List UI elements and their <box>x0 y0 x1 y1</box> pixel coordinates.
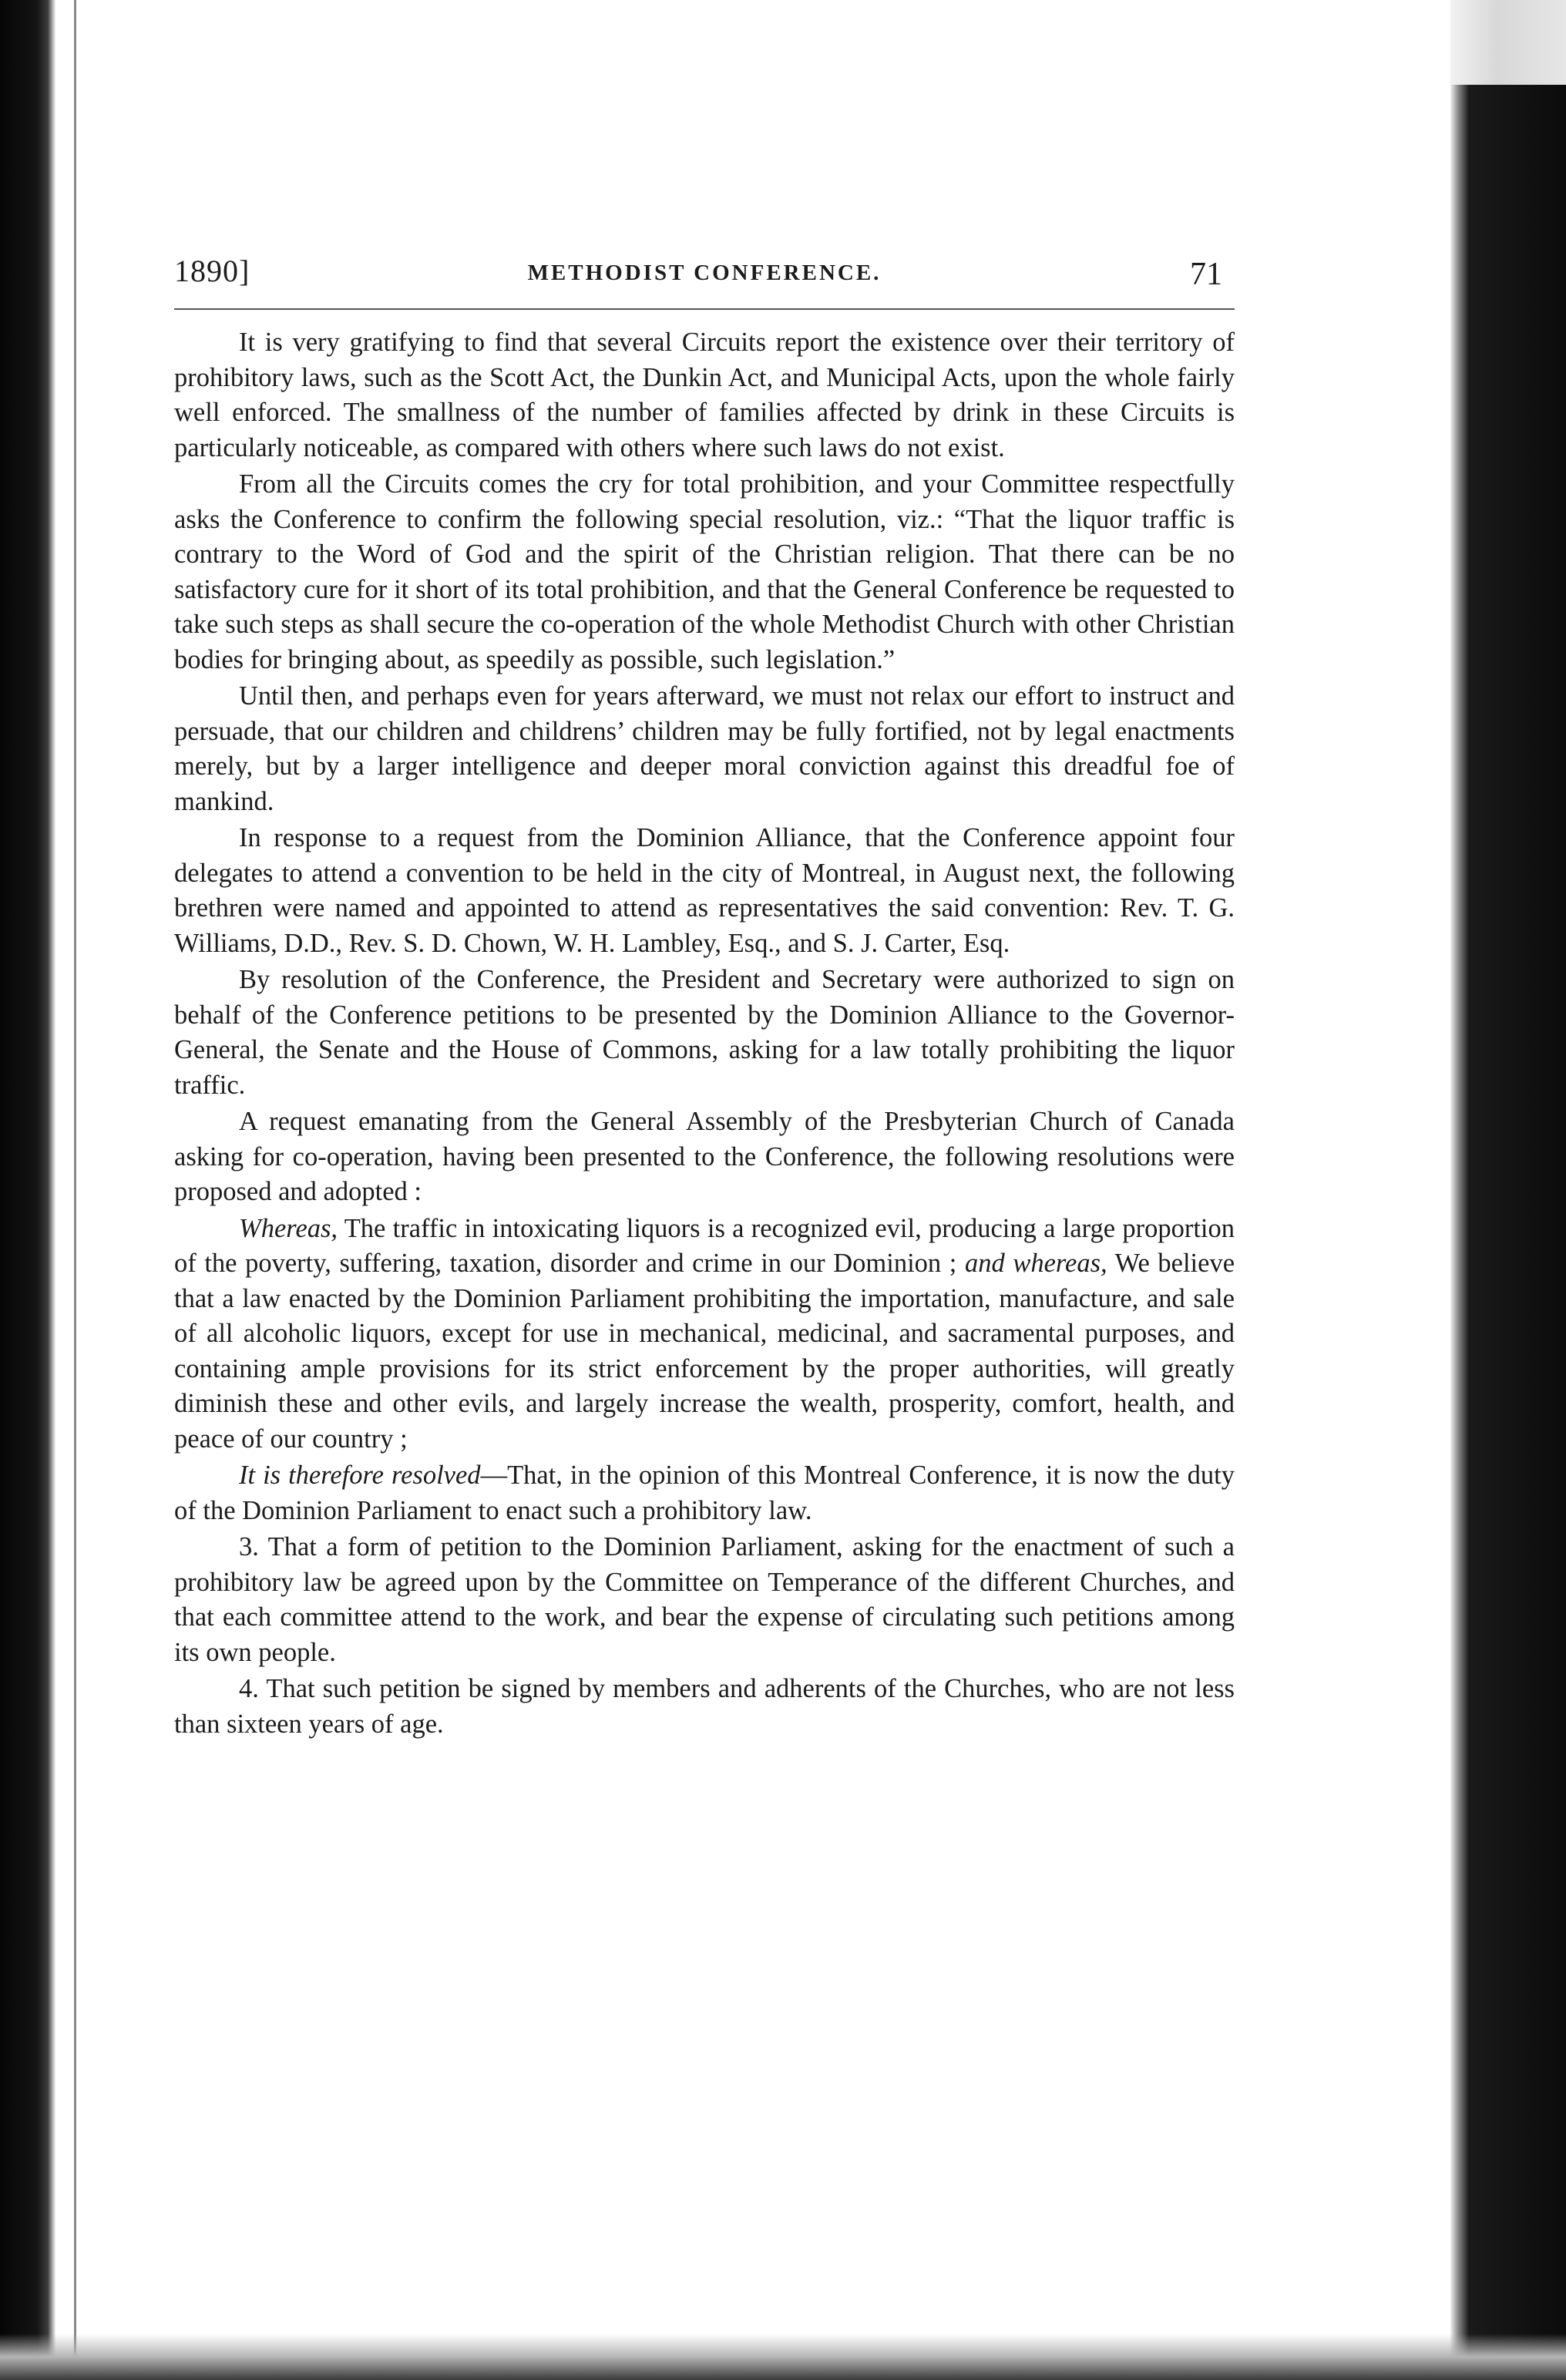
header-year: 1890] <box>174 254 250 288</box>
running-title: METHODIST CONFERENCE. <box>527 261 882 285</box>
paragraph-petitions: By resolution of the Conference, the President and Secretary were authorized to sign on behalf of the Conference petitions to be presented by the Dominion Alliance to the Governor-General, the Senate and the House of Commons, asking for a law totally prohibiting the liquor traffic. <box>174 965 1235 1100</box>
paragraph-total-prohibition: From all the Circuits comes the cry for total prohibition, and your Committee respectfully asks the Conference to confirm the following special resolution, viz.: “That the liquor traffic is contrary to the Word of God and the spirit of the Christian religion. That there can be no satisfactory cure for it short of its total prohibition, and that the General Conference be requested to take such steps as shall secure the co-operation of the whole Methodist Church with other Christian bodies for bringing about, as speedily as possible, such legislation.” <box>174 469 1235 674</box>
paragraph-presbyterian-request: A request emanating from the General Assembly of the Presbyterian Church of Canada asking for co-operation, having been presented to the Conference, the following resolutions were proposed and adopted : <box>174 1107 1235 1206</box>
resolution-4: 4. That such petition be signed by members and adherents of the Churches, who are not less than sixteen years of age. <box>174 1674 1235 1739</box>
whereas-part-1: The traffic in intoxicating liquors is a recognized evil, producing a large proportion of the poverty, suffering, taxation, disorder and crime in our Dominion ; <box>174 1213 1235 1278</box>
paragraph-resolved <box>174 1458 1235 1528</box>
resolution-3: 3. That a form of petition to the Dominion Parliament, asking for the enactment of such a prohibitory law be agreed upon by the Committee on Temperance of the different Churches, and that each committee attend to the work, and bear the expense of circulating such petitions among its own people. <box>174 1532 1235 1667</box>
resolved-text: —That, in the opinion of this Montreal Conference, it is now the duty of the Dominion Parliament to enact such a prohibitory law. <box>174 1461 1235 1525</box>
running-header <box>174 247 1235 310</box>
adjacent-page-sliver <box>1450 0 1566 85</box>
book-spine-shadow <box>0 0 55 2380</box>
paragraph-dominion-alliance: In response to a request from the Dominion Alliance, that the Conference appoint four delegates to attend a convention to be held in the city of Montreal, in August next, the following brethren were named and appointed to attend as representatives the said convention: Rev. T. G. Williams, D.D., Rev. S. D. Chown, W. H. Lambley, Esq., and S. J. Carter, Esq. <box>174 823 1235 958</box>
bottom-edge-shadow <box>0 2334 1566 2380</box>
page-edge-line <box>74 0 76 2380</box>
paragraph-prohibitory-laws: It is very gratifying to find that several Circuits report the existence over their territory of prohibitory laws, such as the Scott Act, the Dunkin Act, and Municipal Acts, upon the whole fairly well enforced. The smallness of the number of families affected by drink in these Circuits is particularly noticeable, as compared with others where such laws do not exist. <box>174 328 1235 462</box>
scanner-edge-shadow <box>1450 0 1566 2380</box>
paragraph-until-then: Until then, and perhaps even for years afterward, we must not relax our effort to instruct and persuade, that our children and childrens’ children may be fully fortified, not by legal enactments merely, but by a larger intelligence and deeper moral conviction against this dreadful foe of mankind. <box>174 681 1235 816</box>
and-whereas: and whereas, <box>964 1249 1107 1278</box>
whereas-lead: Whereas, <box>239 1213 338 1243</box>
whereas-part-2: We believe that a law enacted by the Dominion Parliament prohibiting the importation, manufacture, and sale of all alcoholic liquors, except for use in mechanical, medicinal, and sacramental purposes, and containing ample provisions for its strict enforcement by the proper authorities, will greatly diminish these and other evils, and largely increase the wealth, prosperity, comfort, health, and peace of our country ; <box>174 1249 1235 1454</box>
page-content <box>174 247 1235 1742</box>
page-number: 71 <box>1190 257 1222 292</box>
paragraph-whereas <box>174 1212 1235 1457</box>
resolved-lead: It is therefore resolved <box>239 1461 481 1490</box>
